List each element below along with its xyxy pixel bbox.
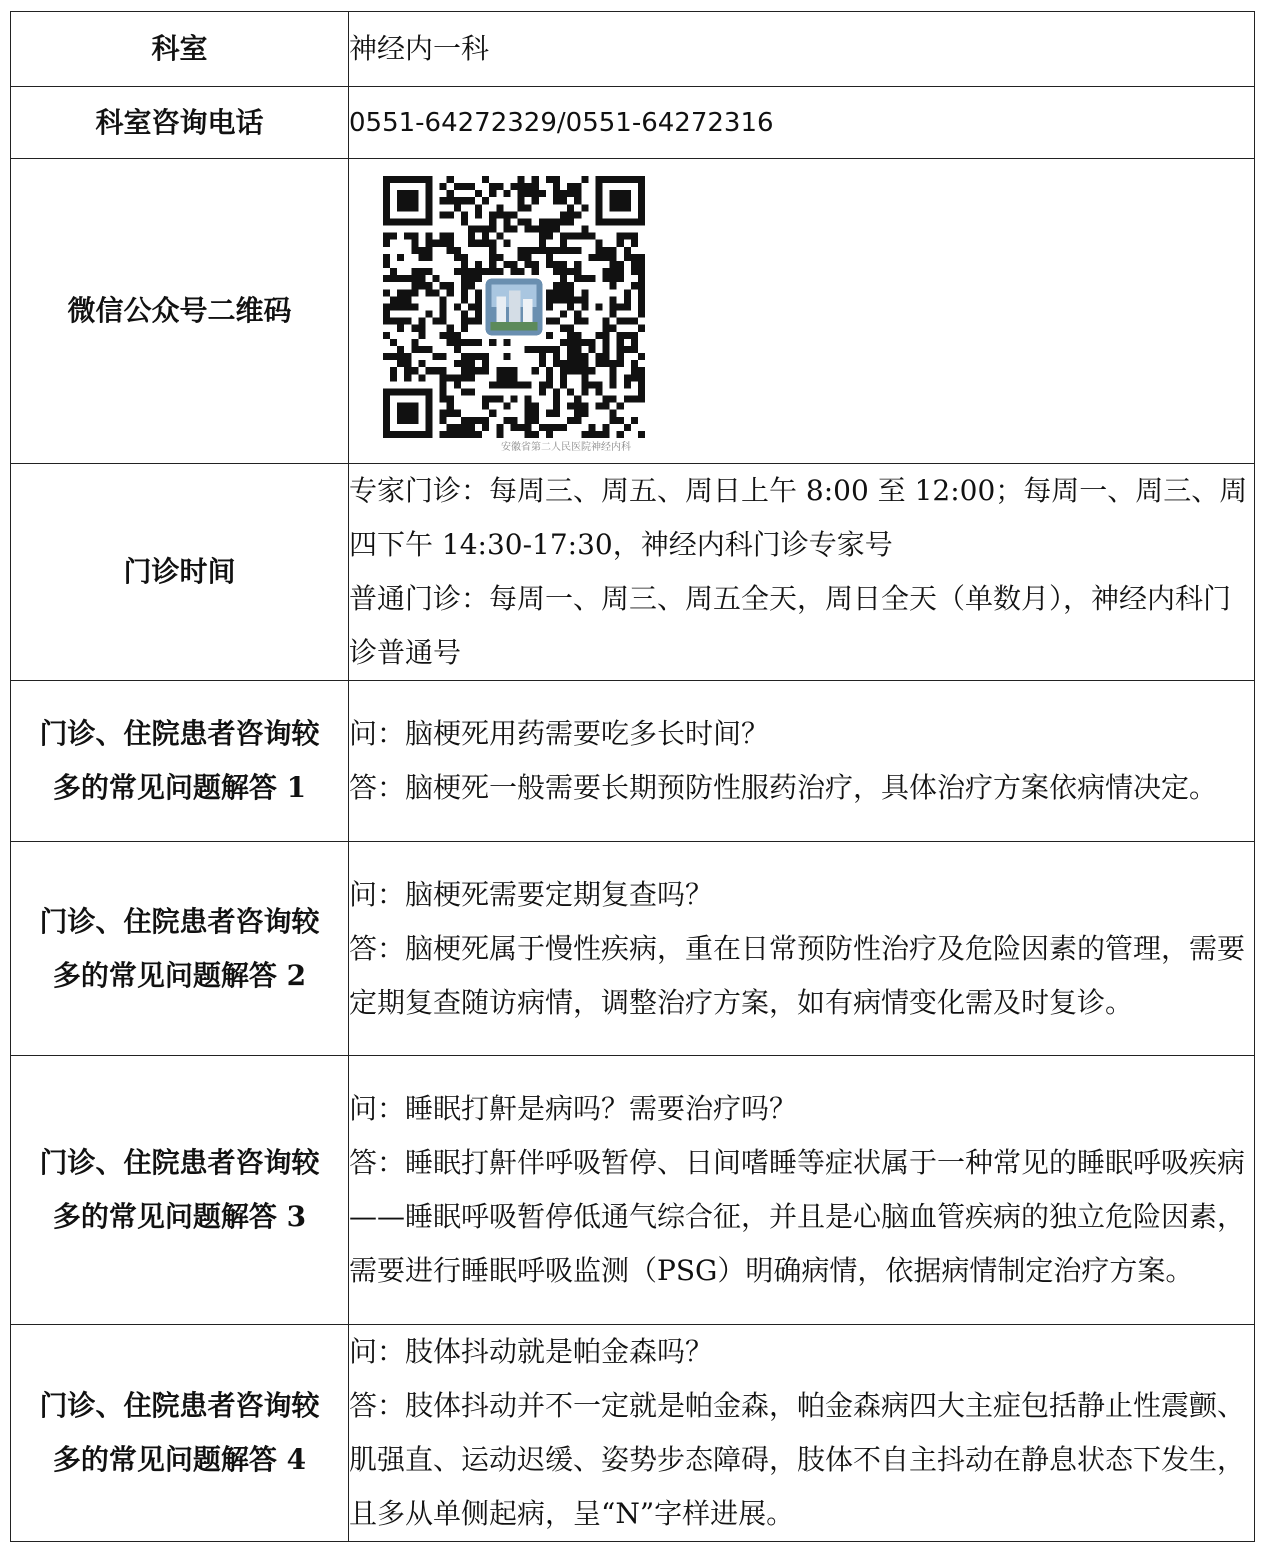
qr-row xyxy=(11,159,1255,464)
wechat-qr-code xyxy=(383,176,645,438)
faq-answer: 答：睡眠打鼾伴呼吸暂停、日间嗜睡等症状属于一种常见的睡眠呼吸疾病——睡眠呼吸暂停低通气综合征，并且是心脑血管疾病的独立危险因素，需要进行睡眠呼吸监测（PSG）明确病情，依据病情制定治疗方案。 xyxy=(349,1146,1246,1287)
faq-answer: 答：脑梗死一般需要长期预防性服药治疗，具体治疗方案依病情决定。 xyxy=(349,771,1218,804)
clinic-hours-value xyxy=(349,464,1255,681)
faq-row-3 xyxy=(11,1056,1255,1325)
faq-content-1 xyxy=(349,681,1255,842)
faq-content-2 xyxy=(349,842,1255,1056)
department-row xyxy=(11,12,1255,87)
expert-clinic-hours: 专家门诊：每周三、周五、周日上午 8:00 至 12:00；每周一、周三、周四下午 14:30-17:30，神经内科门诊专家号 xyxy=(349,474,1248,561)
faq-content-4 xyxy=(349,1325,1255,1542)
department-value: 神经内一科 xyxy=(349,12,1255,87)
faq-answer: 答：肢体抖动并不一定就是帕金森，帕金森病四大主症包括静止性震颤、肌强直、运动迟缓、姿势步态障碍，肢体不自主抖动在静息状态下发生，且多从单侧起病，呈“N”字样进展。 xyxy=(349,1389,1246,1530)
faq-row-2 xyxy=(11,842,1255,1056)
qr-cell xyxy=(349,159,1255,464)
faq-label-line: 多的常见问题解答 4 xyxy=(52,1443,307,1476)
faq-label-1 xyxy=(11,681,349,842)
faq-question: 问：肢体抖动就是帕金森吗？ xyxy=(349,1335,714,1368)
faq-label-line: 门诊、住院患者咨询较 xyxy=(39,1389,320,1422)
faq-row-1 xyxy=(11,681,1255,842)
faq-question: 问：睡眠打鼾是病吗？需要治疗吗？ xyxy=(349,1092,798,1125)
faq-content-3 xyxy=(349,1056,1255,1325)
faq-label-line: 多的常见问题解答 1 xyxy=(52,771,307,804)
faq-label-line: 门诊、住院患者咨询较 xyxy=(39,717,320,750)
clinic-hours-row xyxy=(11,464,1255,681)
faq-label-2 xyxy=(11,842,349,1056)
phone-value: 0551-64272329/0551-64272316 xyxy=(349,87,1255,159)
faq-label-line: 门诊、住院患者咨询较 xyxy=(39,904,320,938)
clinic-hours-label: 门诊时间 xyxy=(11,464,349,681)
faq-answer: 答：脑梗死属于慢性疾病，重在日常预防性治疗及危险因素的管理，需要定期复查随访病情，调整治疗方案，如有病情变化需及时复诊。 xyxy=(349,931,1246,1019)
faq-label-line: 多的常见问题解答 3 xyxy=(52,1200,307,1233)
faq-label-line: 多的常见问题解答 2 xyxy=(52,958,307,992)
department-label: 科室 xyxy=(11,12,349,87)
qr-label: 微信公众号二维码 xyxy=(11,159,349,464)
faq-label-4 xyxy=(11,1325,349,1542)
phone-label: 科室咨询电话 xyxy=(11,87,349,159)
phone-row xyxy=(11,87,1255,159)
qr-watermark-caption: 安徽省第二人民医院神经内科 xyxy=(501,442,631,453)
general-clinic-hours: 普通门诊：每周一、周三、周五全天，周日全天（单数月），神经内科门诊普通号 xyxy=(349,582,1232,669)
faq-row-4 xyxy=(11,1325,1255,1542)
faq-label-line: 门诊、住院患者咨询较 xyxy=(39,1146,320,1179)
faq-label-3 xyxy=(11,1056,349,1325)
faq-question: 问：脑梗死需要定期复查吗？ xyxy=(349,877,714,911)
faq-question: 问：脑梗死用药需要吃多长时间？ xyxy=(349,717,770,750)
department-info-table xyxy=(10,11,1255,1542)
